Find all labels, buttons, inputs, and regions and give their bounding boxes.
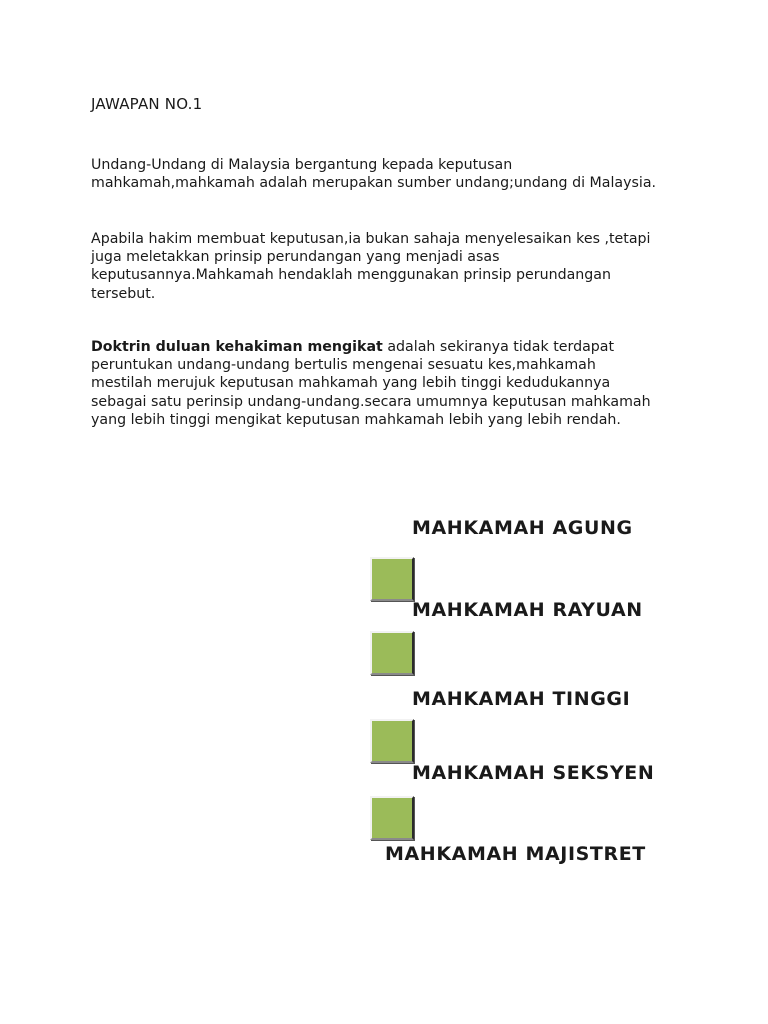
hierarchy-box-1: [370, 557, 414, 601]
paragraph-2: Apabila hakim membuat keputusan,ia bukan sahaja menyelesaikan kes ,tetapi juga meletakkan prinsip perundangan yang menjadi asas keputusannya.Mahkamah hendaklah menggunakan prinsip perundangan tersebut.: [91, 231, 651, 302]
court-label-agung: MAHKAMAH AGUNG: [412, 517, 633, 539]
hierarchy-box-3: [370, 719, 414, 763]
hierarchy-box-2: [370, 631, 414, 675]
paragraph-3: [91, 338, 661, 429]
paragraph-3-bold-term: Doktrin duluan kehakiman mengikat: [91, 339, 383, 355]
court-label-seksyen: MAHKAMAH SEKSYEN: [412, 762, 655, 784]
court-label-tinggi: MAHKAMAH TINGGI: [412, 688, 631, 710]
court-label-rayuan: MAHKAMAH RAYUAN: [412, 599, 643, 621]
paragraph-3-text: adalah sekiranya tidak terdapat peruntukan undang-undang bertulis mengenai sesuatu kes,mahkamah mestilah merujuk keputusan mahkamah yang lebih tinggi kedudukannya sebagai satu perinsip undang-undang.secara umumnya keputusan mahkamah yang lebih tinggi mengikat keputusan mahkamah lebih yang lebih rendah.: [91, 339, 651, 428]
page-heading: JAWAPAN NO.1: [91, 95, 203, 113]
court-label-majistret: MAHKAMAH MAJISTRET: [385, 843, 646, 865]
paragraph-1: Undang-Undang di Malaysia bergantung kepada keputusan mahkamah,mahkamah adalah merupakan sumber undang;undang di Malaysia.: [91, 157, 657, 192]
hierarchy-box-4: [370, 796, 414, 840]
